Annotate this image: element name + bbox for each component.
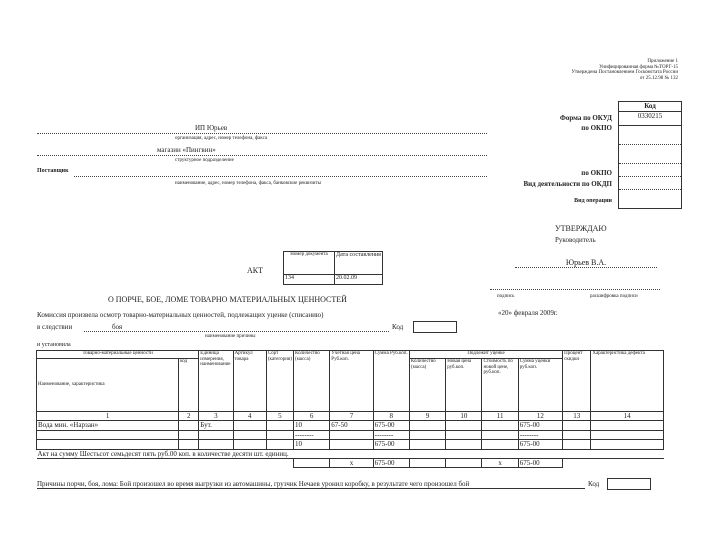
- approve-signature: Юрьев В.А.: [565, 258, 607, 267]
- final-dsum: 675-00: [518, 459, 562, 468]
- okpo-cell: [619, 126, 681, 145]
- column-numbers-row: [37, 412, 664, 421]
- goods-table: [36, 350, 664, 468]
- org-line: [37, 125, 487, 134]
- okud-label: Форма по ОКУД: [559, 114, 612, 122]
- act-title: О ПОРЧЕ, БОЕ, ЛОМЕ ТОВАРНО МАТЕРИАЛЬНЫХ ЦЕННОСТЕЙ: [108, 295, 347, 304]
- th-price: Учетная цена Руб.коп.: [330, 351, 373, 412]
- x-mark: х: [330, 459, 373, 468]
- total-dsum: 675-00: [518, 440, 562, 450]
- act-number-table: [283, 251, 383, 285]
- approve-role: Руководитель: [555, 236, 596, 244]
- form-name-text: Унифицированная форма №ТОРГ-15: [599, 64, 678, 70]
- act-date-head: Дата составления: [335, 252, 383, 275]
- col-num: 11: [482, 412, 518, 421]
- found-text: и установила: [37, 342, 71, 348]
- dash-cell: --------: [518, 431, 562, 440]
- col-num: 12: [518, 412, 562, 421]
- okdp-label: Вид деятельности по ОКДП: [523, 180, 612, 188]
- total-sum: 675-00: [373, 440, 409, 450]
- col-num: 8: [373, 412, 409, 421]
- total-qty: 10: [294, 440, 330, 450]
- okpo-label: по ОКПО: [581, 124, 612, 132]
- appendix-text: Приложение 1: [647, 59, 678, 64]
- code-head-label: Код: [644, 102, 656, 110]
- th-discount: Подлежит уценке: [409, 351, 562, 359]
- table-row: [37, 440, 664, 450]
- reason-code-label: Код: [588, 480, 600, 488]
- codes-labels: [560, 113, 612, 133]
- summary-text: Акт на сумму Шестьсот семьдесят пять руб.00 коп. в количестве десяти шт. единиц.: [37, 450, 664, 459]
- approved-text: Утверждена Постановлением Госкомстата России: [571, 70, 678, 75]
- th-cost: Стоимость по новой цене, руб.коп.: [482, 359, 518, 412]
- col-num: 7: [330, 412, 373, 421]
- okud-value: 0330215: [619, 112, 681, 126]
- form-header: [571, 59, 678, 81]
- th-defect: Характеристика дефекта: [591, 351, 664, 412]
- reason-code-input[interactable]: [607, 478, 651, 490]
- sign-decode-caption: расшифровка подписи: [590, 294, 638, 299]
- codes-labels-2: [523, 168, 612, 190]
- cause-label: в следствии: [37, 323, 73, 331]
- th-code: код: [179, 359, 199, 412]
- th-sum: Сумма Руб.коп.: [373, 351, 409, 412]
- final-sum: 675-00: [373, 459, 409, 468]
- empty-code-cell: [619, 145, 681, 164]
- unit-name: магазин «Пингвин»: [157, 146, 216, 154]
- approve-title: УТВЕРЖДАЮ: [555, 224, 607, 233]
- col-num: 13: [563, 412, 591, 421]
- supplier-caption: наименование, адрес, номер телефона, факса, банковские реквизиты: [175, 181, 321, 186]
- op-cell: [619, 190, 681, 202]
- cause-code-input[interactable]: [413, 321, 457, 333]
- row-qty: 10: [294, 421, 330, 431]
- supplier-label: Поставщик: [37, 168, 69, 174]
- th-grade: Сорт (категория): [266, 351, 293, 412]
- sign-caption: подпись: [497, 294, 515, 299]
- col-num: 14: [591, 412, 664, 421]
- row-unit: Бут.: [199, 421, 233, 431]
- act-label: АКТ: [247, 266, 263, 275]
- cause-code-label: Код: [392, 323, 404, 331]
- x-mark: х: [482, 459, 518, 468]
- cause-value: боя: [112, 323, 123, 331]
- th-dsum: Сумма уценки руб.коп.: [518, 359, 562, 412]
- row-price: 67-50: [330, 421, 373, 431]
- op-label: Вид операции: [574, 198, 612, 204]
- unit-line: [37, 147, 487, 156]
- dash-cell: --------: [294, 431, 330, 440]
- okdp-cell: [619, 177, 681, 190]
- th-unit: Единица измерения, наименование: [199, 351, 233, 412]
- col-num: 9: [409, 412, 445, 421]
- table-row: [37, 431, 664, 440]
- approve-signature-line: [515, 258, 657, 268]
- act-number-head: Номер документа: [284, 252, 335, 275]
- org-caption: организация, адрес, номер телефона, факса: [175, 136, 268, 141]
- dash-cell: --------: [373, 431, 409, 440]
- th-article: Артикул товара: [233, 351, 266, 412]
- col-num: 2: [179, 412, 199, 421]
- okpo2-label: по ОКПО: [581, 169, 612, 177]
- col-num: 10: [446, 412, 482, 421]
- th-goods: Товарно-материальные ценности: [37, 351, 199, 359]
- unit-caption: структурное подразделение: [175, 158, 234, 163]
- codes-column: [618, 111, 682, 209]
- approve-sign-line: [490, 287, 660, 290]
- org-name: ИП Юрьев: [195, 124, 228, 132]
- decree-text: от 25.12.98 № 132: [639, 75, 678, 81]
- th-name: Наименование, характеристика: [37, 359, 179, 412]
- th-dqty: Количество (масса): [409, 359, 445, 412]
- act-date: 20.02.09: [335, 275, 383, 285]
- row-name: Вода мин. «Нарзан»: [37, 421, 179, 431]
- col-num: 3: [199, 412, 233, 421]
- cause-caption: наименование причины: [205, 334, 256, 339]
- supplier-line: [74, 172, 487, 177]
- row-dsum: 675-00: [518, 421, 562, 431]
- okpo2-cell: [619, 164, 681, 177]
- table-row: [37, 421, 664, 431]
- th-mark: Процент скидки: [563, 351, 591, 412]
- reason-text: Причины порчи, боя, лома: Бой произошел во время выгрузки из автомашины, грузчик Нечаев уронил коробку, в результате чего произошел бой: [37, 480, 585, 489]
- col-num: 1: [37, 412, 179, 421]
- col-num: 6: [294, 412, 330, 421]
- cause-line: [84, 323, 389, 332]
- th-newprice: Новая цена руб.коп.: [446, 359, 482, 412]
- act-number: 134: [284, 275, 335, 285]
- approve-date: «20» февраля 2009г.: [498, 309, 558, 317]
- row-sum: 675-00: [373, 421, 409, 431]
- totals-row: [37, 459, 664, 468]
- col-num: 5: [266, 412, 293, 421]
- col-num: 4: [233, 412, 266, 421]
- commission-text: Комиссия произвела осмотр товарно-материальных ценностей, подлежащих уценке (списанию): [37, 311, 324, 319]
- summary-row: [37, 450, 664, 459]
- th-qty: Количество (масса): [294, 351, 330, 412]
